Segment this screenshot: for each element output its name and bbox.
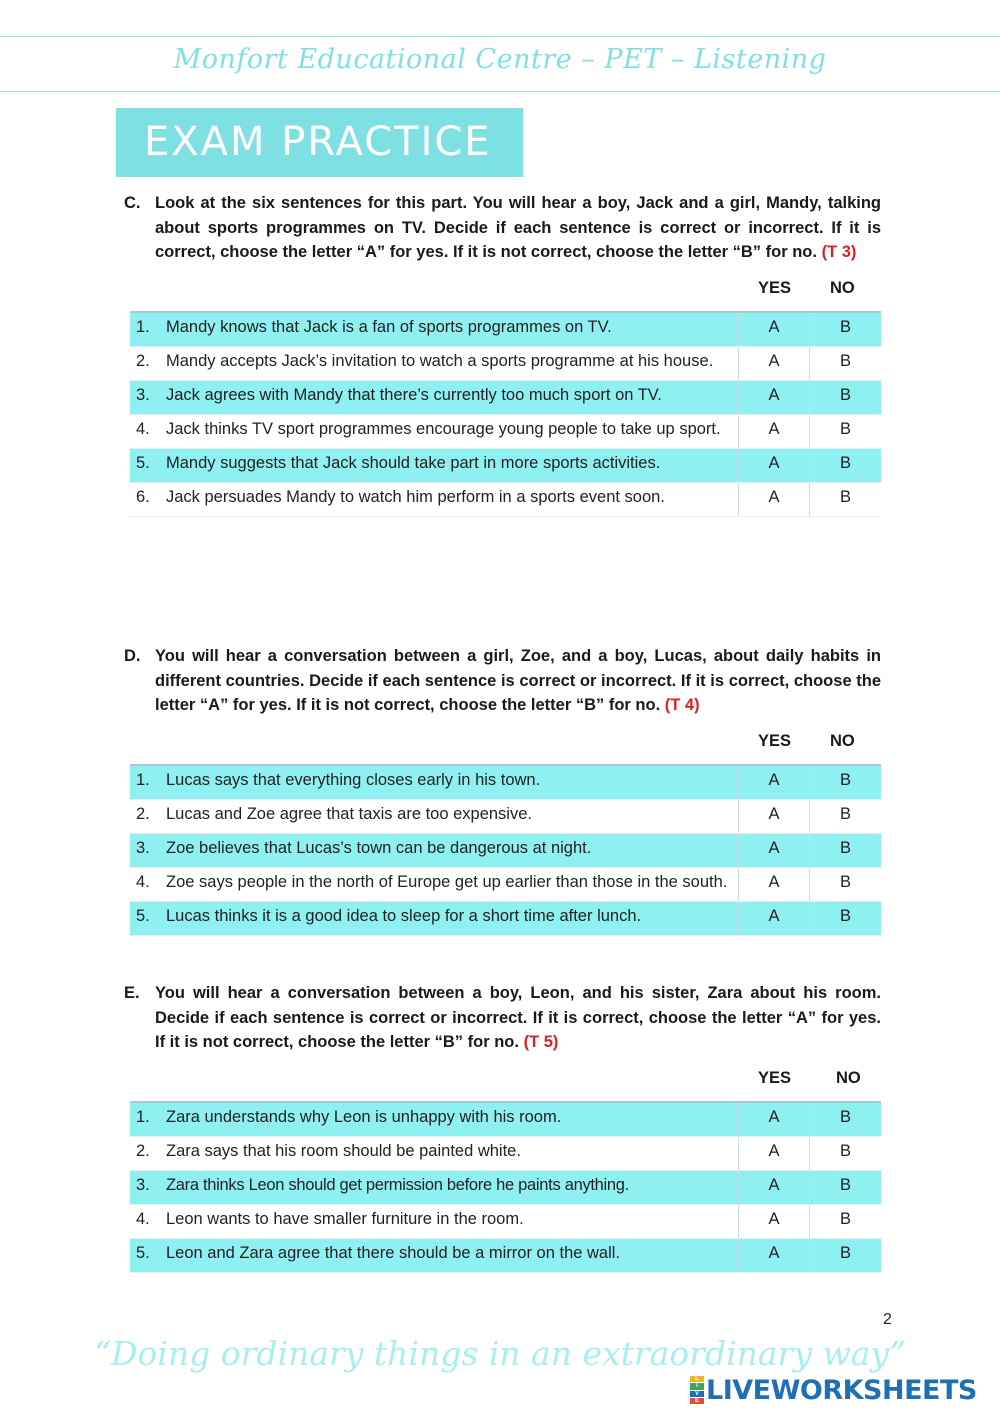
question-text: Leon wants to have smaller furniture in the room. xyxy=(166,1209,524,1228)
section-instruction xyxy=(124,981,881,1055)
question-number: 1. xyxy=(136,317,150,336)
option-b[interactable]: B xyxy=(810,380,882,414)
option-b[interactable]: B xyxy=(810,1170,882,1204)
option-b[interactable]: B xyxy=(810,867,882,901)
question-text: Leon and Zara agree that there should be a mirror on the wall. xyxy=(166,1243,621,1262)
question-number: 4. xyxy=(136,872,150,891)
option-a[interactable]: A xyxy=(739,346,810,380)
option-b[interactable]: B xyxy=(810,799,882,833)
track-reference: (T 5) xyxy=(523,1033,559,1051)
header-title: Monfort Educational Centre – PET – Listening xyxy=(173,44,827,75)
liveworksheets-brand[interactable] xyxy=(690,1374,977,1406)
question-row xyxy=(130,312,881,347)
question-number: 4. xyxy=(136,419,150,438)
question-row xyxy=(130,799,881,833)
option-b[interactable]: B xyxy=(810,1204,882,1238)
question-row xyxy=(130,380,881,414)
track-reference: (T 3) xyxy=(821,243,857,261)
question-number: 3. xyxy=(136,838,150,857)
exam-practice-banner: EXAM PRACTICE xyxy=(116,108,523,177)
question-number: 5. xyxy=(136,1243,150,1262)
question-text: Mandy suggests that Jack should take part in more sports activities. xyxy=(166,453,661,472)
option-a[interactable]: A xyxy=(739,1238,810,1272)
brand-name: LIVEWORKSHEETS xyxy=(706,1374,977,1406)
question-number: 1. xyxy=(136,1107,150,1126)
option-a[interactable]: A xyxy=(739,1102,810,1137)
question-number: 5. xyxy=(136,906,150,925)
option-b[interactable]: B xyxy=(810,346,882,380)
question-table xyxy=(130,764,881,936)
question-row xyxy=(130,482,881,516)
option-a[interactable]: A xyxy=(739,867,810,901)
section-letter: D. xyxy=(124,647,141,665)
question-table xyxy=(130,1101,881,1273)
answer-column-headers xyxy=(124,732,881,756)
option-b[interactable]: B xyxy=(810,414,882,448)
page-number: 2 xyxy=(883,1311,892,1328)
question-number: 2. xyxy=(136,1141,150,1160)
option-b[interactable]: B xyxy=(810,1102,882,1137)
section-instruction xyxy=(124,644,881,718)
section-instruction xyxy=(124,191,881,265)
question-number: 2. xyxy=(136,804,150,823)
header-rule-top xyxy=(0,36,1000,37)
instruction-text: You will hear a conversation between a boy, Leon, and his sister, Zara about his room. Decide if each sentence is correct or incorrect. If it is correct, choose the letter “A” for yes. If it is not correct, choose the letter “B” for no. xyxy=(155,984,881,1051)
yes-header: YES xyxy=(758,278,792,297)
question-row xyxy=(130,414,881,448)
option-b[interactable]: B xyxy=(810,833,882,867)
track-reference: (T 4) xyxy=(664,696,700,714)
no-header: NO xyxy=(830,731,855,750)
no-header: NO xyxy=(830,278,855,297)
section-e xyxy=(124,981,881,1273)
option-a[interactable]: A xyxy=(739,833,810,867)
liveworksheets-logo-icon: L I V E xyxy=(690,1376,704,1404)
question-text: Jack persuades Mandy to watch him perform in a sports event soon. xyxy=(166,487,665,506)
question-text: Zoe says people in the north of Europe get up earlier than those in the south. xyxy=(166,872,728,891)
question-text: Zara understands why Leon is unhappy with his room. xyxy=(166,1107,562,1126)
question-row xyxy=(130,1102,881,1137)
question-number: 3. xyxy=(136,1175,150,1194)
question-table xyxy=(130,311,881,517)
option-b[interactable]: B xyxy=(810,1238,882,1272)
option-b[interactable]: B xyxy=(810,901,882,935)
option-b[interactable]: B xyxy=(810,312,882,347)
option-b[interactable]: B xyxy=(810,482,882,516)
option-a[interactable]: A xyxy=(739,414,810,448)
question-text: Mandy knows that Jack is a fan of sports programmes on TV. xyxy=(166,317,612,336)
option-b[interactable]: B xyxy=(810,1136,882,1170)
question-number: 3. xyxy=(136,385,150,404)
section-d xyxy=(124,644,881,936)
footer-motto: “Doing ordinary things in an extraordinary way” xyxy=(94,1334,906,1373)
question-text: Zara thinks Leon should get permission before he paints anything. xyxy=(166,1175,629,1194)
question-text: Jack thinks TV sport programmes encourage young people to take up sport. xyxy=(166,419,721,438)
option-b[interactable]: B xyxy=(810,765,882,800)
question-text: Mandy accepts Jack’s invitation to watch a sports programme at his house. xyxy=(166,351,714,370)
question-text: Lucas and Zoe agree that taxis are too expensive. xyxy=(166,804,532,823)
question-row xyxy=(130,448,881,482)
option-a[interactable]: A xyxy=(739,1170,810,1204)
question-number: 4. xyxy=(136,1209,150,1228)
option-a[interactable]: A xyxy=(739,448,810,482)
question-number: 2. xyxy=(136,351,150,370)
yes-header: YES xyxy=(758,731,792,750)
question-row xyxy=(130,1204,881,1238)
option-a[interactable]: A xyxy=(739,901,810,935)
option-a[interactable]: A xyxy=(739,799,810,833)
option-a[interactable]: A xyxy=(739,1136,810,1170)
option-a[interactable]: A xyxy=(739,482,810,516)
question-row xyxy=(130,1136,881,1170)
instruction-text: You will hear a conversation between a girl, Zoe, and a boy, Lucas, about daily habits in different countries. Decide if each sentence is correct or incorrect. If it is correct, choose the letter “A” for yes. If it is not correct, choose the letter “B” for no. xyxy=(155,647,881,714)
question-text: Jack agrees with Mandy that there’s currently too much sport on TV. xyxy=(166,385,662,404)
yes-header: YES xyxy=(758,1068,792,1087)
option-a[interactable]: A xyxy=(739,1204,810,1238)
question-row xyxy=(130,1238,881,1272)
option-a[interactable]: A xyxy=(739,312,810,347)
section-letter: E. xyxy=(124,984,140,1002)
question-row xyxy=(130,1170,881,1204)
question-text: Zoe believes that Lucas’s town can be dangerous at night. xyxy=(166,838,592,857)
option-a[interactable]: A xyxy=(739,765,810,800)
answer-column-headers xyxy=(124,1069,881,1093)
question-text: Lucas thinks it is a good idea to sleep for a short time after lunch. xyxy=(166,906,642,925)
question-row xyxy=(130,867,881,901)
section-c xyxy=(124,191,881,517)
question-number: 1. xyxy=(136,770,150,789)
header-rule-bottom xyxy=(0,91,1000,92)
question-row xyxy=(130,346,881,380)
question-row xyxy=(130,901,881,935)
question-row xyxy=(130,833,881,867)
instruction-text: Look at the six sentences for this part. You will hear a boy, Jack and a girl, Mandy, talking about sports programmes on TV. Decide if each sentence is correct or incorrect. If it is correct, choose the letter “A” for yes. If it is not correct, choose the letter “B” for no. xyxy=(155,194,881,261)
question-text: Lucas says that everything closes early in his town. xyxy=(166,770,541,789)
answer-column-headers xyxy=(124,279,881,303)
section-letter: C. xyxy=(124,194,141,212)
option-b[interactable]: B xyxy=(810,448,882,482)
question-row xyxy=(130,765,881,800)
question-number: 5. xyxy=(136,453,150,472)
question-text: Zara says that his room should be painted white. xyxy=(166,1141,521,1160)
no-header: NO xyxy=(836,1068,861,1087)
option-a[interactable]: A xyxy=(739,380,810,414)
question-number: 6. xyxy=(136,487,150,506)
